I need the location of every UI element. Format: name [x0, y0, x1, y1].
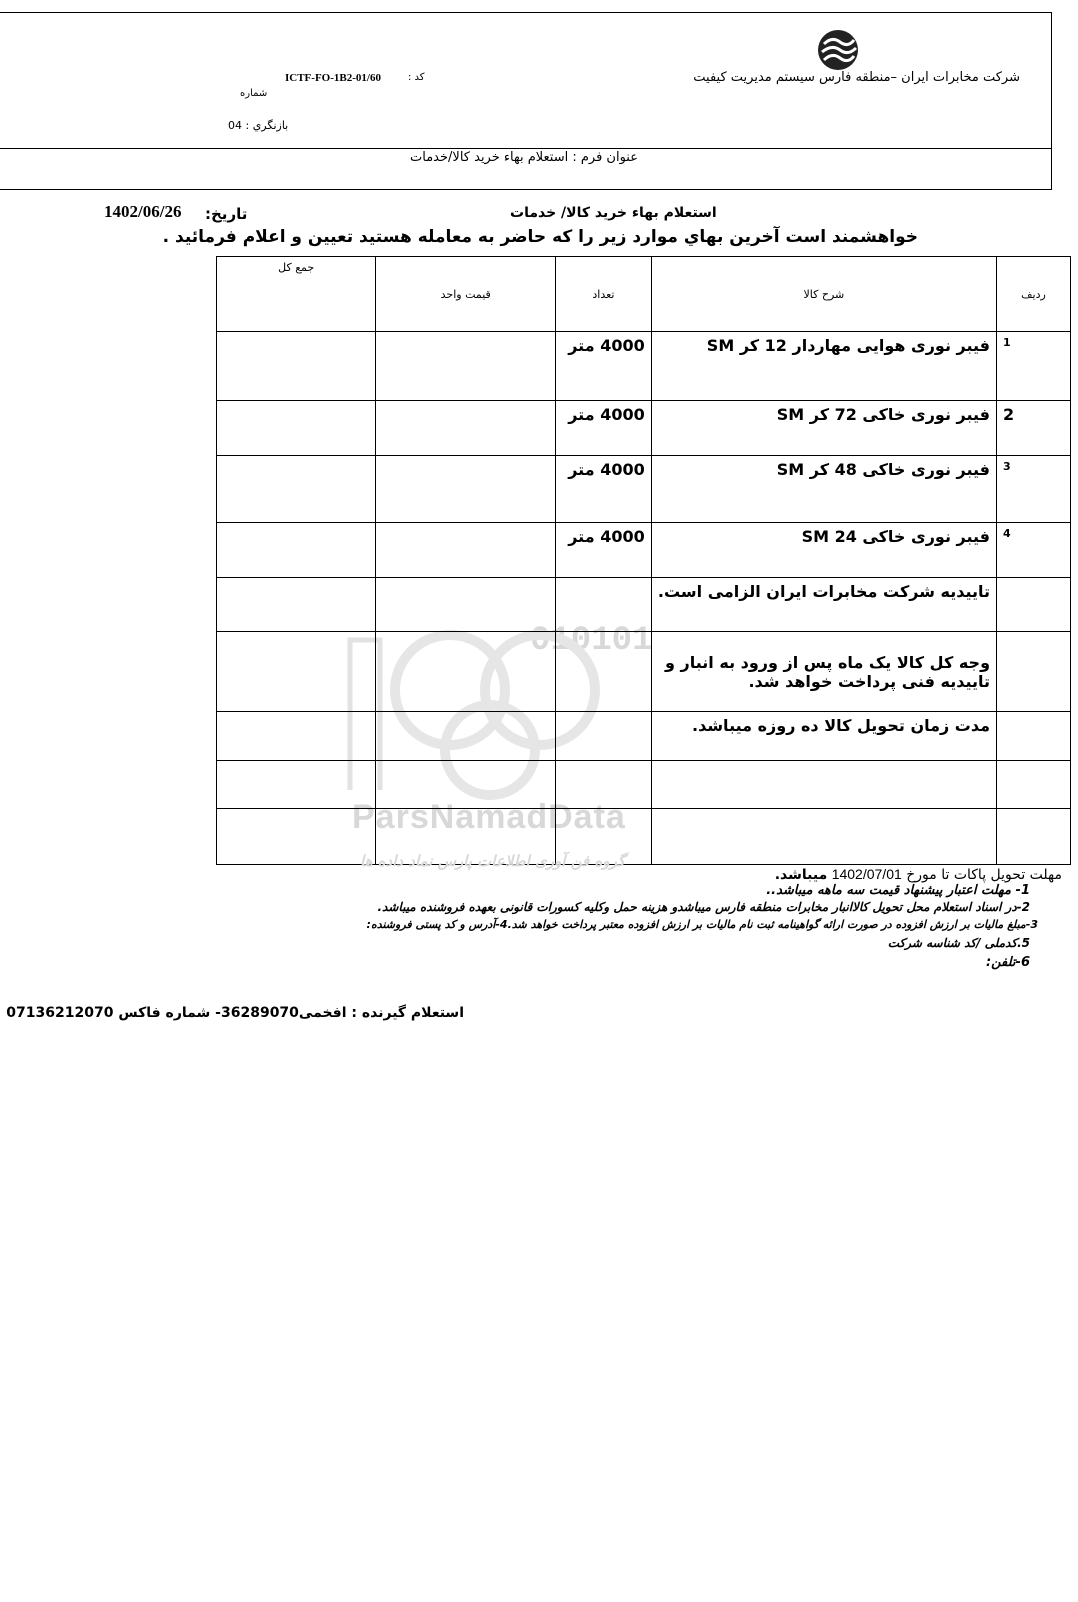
doc-date-label: تاریخ: [205, 205, 248, 223]
table-header-row [217, 257, 1071, 332]
row-description: فیبر نوری خاکی 72 کر SM [651, 401, 996, 456]
row-number: 3 [997, 455, 1071, 523]
footer-note: 6-تلفن: [985, 955, 1030, 970]
request-text: خواهشمند است آخرین بهاي موارد زیر را که حاضر به معامله هستید تعیین و اعلام فرمائید . [162, 227, 918, 247]
row-description: فیبر نوری خاکی 48 کر SM [651, 455, 996, 523]
watermark-line: گروه فن آوری اطلاعات پارس نماد داده ها [360, 852, 626, 870]
row-total[interactable] [217, 455, 376, 523]
deadline-prefix: مهلت تحویل پاکات تا مورخ [906, 867, 1062, 883]
table-row [217, 455, 1071, 523]
row-quantity: 4000 متر [556, 332, 652, 401]
form-number-label: شماره [240, 88, 268, 99]
table-row [217, 809, 1071, 865]
table-row [217, 401, 1071, 456]
header-row-number: ردیف [997, 257, 1071, 332]
deadline-suffix: میباشد. [774, 867, 828, 883]
row-unit-price[interactable] [376, 401, 556, 456]
footer-note: 3-مبلغ مالیات بر ارزش افزوده در صورت ارائه گواهینامه ثبت نام مالیات بر ارزش افزوده معتبر پرداخت خواهد شد.4-آدرس و کد پستی فروشنده: [366, 918, 1038, 931]
delivery-note: مدت زمان تحویل کالا ده روزه میباشد. [651, 711, 996, 760]
row-description: فیبر نوری هوایی مهاردار 12 کر SM [651, 332, 996, 401]
company-name: شرکت مخابرات ایران –منطقه فارس سیستم مدیریت کیفیت [693, 70, 1020, 85]
table-row [217, 577, 1071, 632]
deadline-line [775, 866, 1062, 883]
company-logo [816, 28, 860, 72]
approval-note: تاییدیه شرکت مخابرات ایران الزامی است. [651, 577, 996, 632]
table-row [217, 523, 1071, 578]
table-row [217, 632, 1071, 711]
row-quantity: 4000 متر [556, 455, 652, 523]
form-title: عنوان فرم : استعلام بهاء خرید کالا/خدمات [410, 150, 638, 165]
header-total: جمع کل [217, 257, 376, 332]
row-total[interactable] [217, 401, 376, 456]
items-table [216, 256, 1071, 865]
contact-line: استعلام گیرنده : افخمی36289070- شماره فاکس 07136212070 [6, 1005, 464, 1021]
header-unit-price: قیمت واحد [376, 257, 556, 332]
form-code-label: کد : [408, 72, 425, 83]
header-quantity: تعداد [556, 257, 652, 332]
table-row [217, 711, 1071, 760]
header-divider [0, 148, 1052, 149]
footer-note: 5.کدملی /کد شناسه شرکت [887, 936, 1030, 950]
header-description: شرح کالا [651, 257, 996, 332]
row-number: 1 [997, 332, 1071, 401]
row-total[interactable] [217, 523, 376, 578]
row-quantity: 4000 متر [556, 523, 652, 578]
row-unit-price[interactable] [376, 455, 556, 523]
form-revision: بازنگري : 04 [228, 119, 289, 132]
payment-note: وجه کل کالا یک ماه پس از ورود به انبار و تاییدیه فنی پرداخت خواهد شد. [651, 632, 996, 711]
footer-note: 2-در اسناد استعلام محل تحویل کالاانبار مخابرات منطقه فارس میباشدو هزینه حمل وکلیه کسورات قانونی بعهده فروشنده میباشد. [377, 900, 1030, 914]
footer-note: 1- مهلت اعتبار پیشنهاد قیمت سه ماهه میباشد.. [766, 883, 1030, 898]
row-unit-price[interactable] [376, 523, 556, 578]
row-number: 2 [997, 401, 1071, 456]
deadline-date: 1402/07/01 [831, 866, 902, 882]
row-total[interactable] [217, 332, 376, 401]
row-description: فیبر نوری خاکی SM 24 [651, 523, 996, 578]
doc-title: استعلام بهاء خرید کالا/ خدمات [510, 205, 717, 221]
doc-date: 1402/06/26 [104, 202, 182, 221]
row-number: 4 [997, 523, 1071, 578]
row-quantity: 4000 متر [556, 401, 652, 456]
form-code: ICTF-FO-1B2-01/60 [285, 72, 381, 84]
watermark-digits: 010101 [530, 622, 653, 660]
table-row [217, 761, 1071, 809]
row-unit-price[interactable] [376, 332, 556, 401]
table-row [217, 332, 1071, 401]
watermark-brand: ParsNamadData [352, 798, 626, 836]
